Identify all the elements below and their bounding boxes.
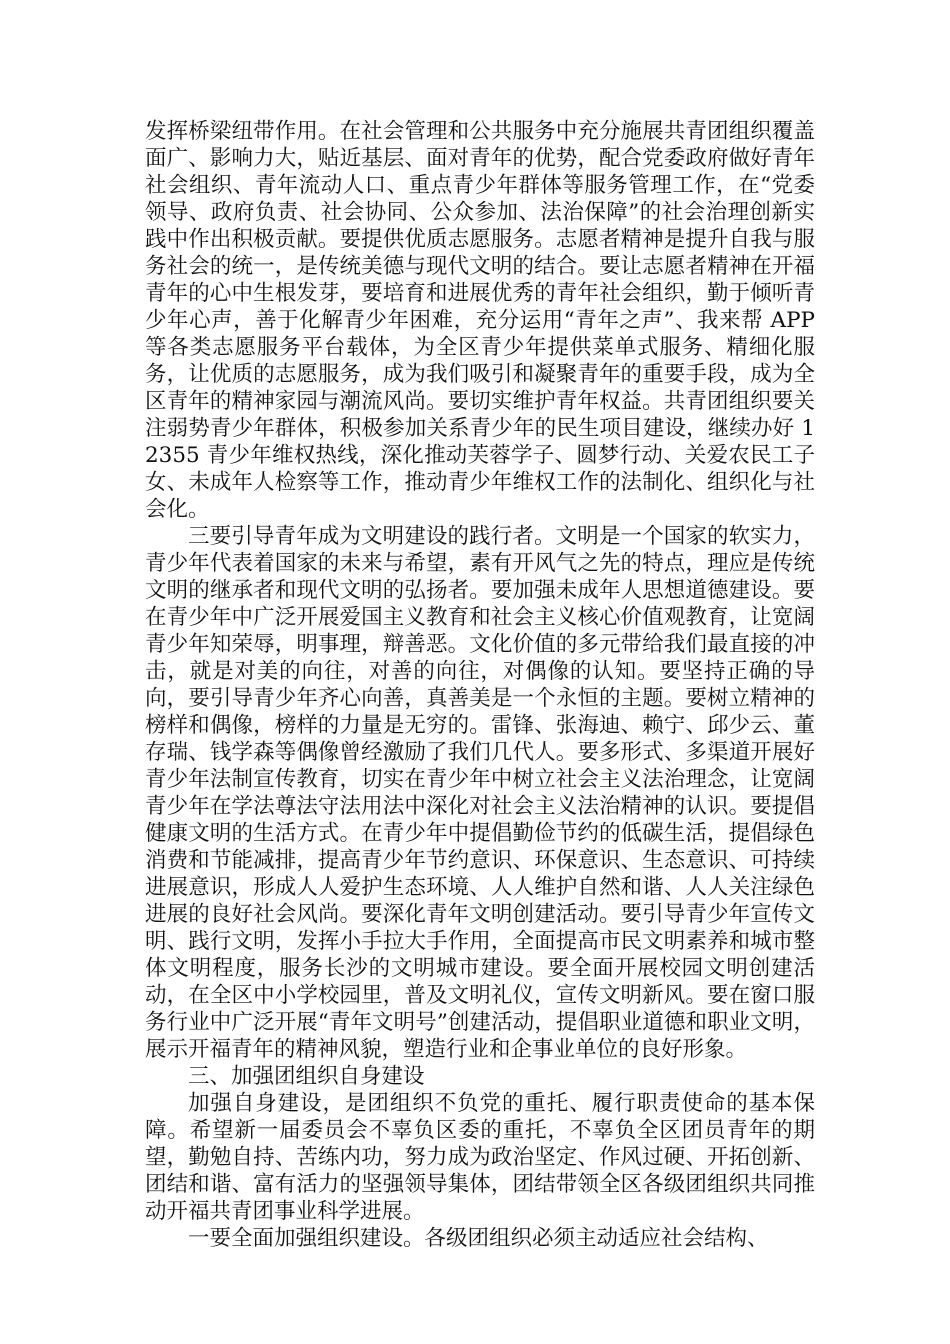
paragraph-organization-building: 一要全面加强组织建设。各级团组织必须主动适应社会结构、	[188, 1226, 769, 1251]
paragraph-self-building: 加强自身建设，是团组织不负党的重托、履行职责使命的基本保障。希望新一届委员会不辜负区委的重托，不辜负全区团员青年的期望，勤勉自持、苦练内功，努力成为政治坚定、作风过硬、开拓创新、团结和谐、富有活力的坚强领导集体，团结带领全区各级团组织共同推动开福共青团事业科学进展。	[145, 1091, 815, 1224]
section-heading: 三、加强团组织自身建设	[188, 1064, 425, 1089]
paragraph-civilization-practice: 三要引导青年成为文明建设的践行者。文明是一个国家的软实力，青少年代表着国家的未来与希望，素有开风气之先的特点，理应是传统文明的继承者和现代文明的弘扬者。要加强未成年人思想道德建设。要在青少年中广泛开展爱国主义教育和社会主义核心价值观教育，让宽阔青少年知荣辱，明事理，辩善恶。文化价值的多元带给我们最直接的冲击，就是对美的向往，对善的向往，对偶像的认知。要坚持正确的导向，要引导青少年齐心向善，真善美是一个永恒的主题。要树立精神的榜样和偶像，榜样的力量是无穷的。雷锋、张海迪、赖宁、邱少云、董存瑞、钱学森等偶像曾经激励了我们几代人。要多形式、多渠道开展好青少年法制宣传教育，切实在青少年中树立社会主义法治理念，让宽阔青少年在学法尊法守法用法中深化对社会主义法治精神的认识。要提倡健康文明的生活方式。在青少年中提倡勤俭节约的低碳生活，提倡绿色消费和节能减排，提高青少年节约意识、环保意识、生态意识、可持续进展意识，形成人人爱护生态环境、人人维护自然和谐、人人关注绿色进展的良好社会风尚。要深化青年文明创建活动。要引导青少年宣传文明、践行文明，发挥小手拉大手作用，全面提高市民文明素养和城市整体文明程度，服务长沙的文明城市建设。要全面开展校园文明创建活动，在全区中小学校园里，普及文明礼仪，宣传文明新风。要在窗口服务行业中广泛开展“青年文明号”创建活动，提倡职业道德和职业文明，展示开福青年的精神风貌，塑造行业和企事业单位的良好形象。	[145, 524, 815, 1062]
document-page	[145, 118, 815, 1252]
paragraph-volunteer-service: 发挥桥梁纽带作用。在社会管理和公共服务中充分施展共青团组织覆盖面广、影响力大，贴近基层、面对青年的优势，配合党委政府做好青年社会组织、青年流动人口、重点青少年群体等服务管理工作，在“党委领导、政府负责、社会协同、公众参加、法治保障”的社会治理创新实践中作出积极贡献。要提供优质志愿服务。志愿者精神是提升自我与服务社会的统一，是传统美德与现代文明的结合。要让志愿者精神在开福青年的心中生根发芽，要培育和进展优秀的青年社会组织，勤于倾听青少年心声，善于化解青少年困难，充分运用“青年之声”、我来帮 APP 等各类志愿服务平台载体，为全区青少年提供菜单式服务、精细化服务，让优质的志愿服务，成为我们吸引和凝聚青年的重要手段，成为全区青年的精神家园与潮流风尚。要切实维护青年权益。共青团组织要关注弱势青少年群体，积极参加关系青少年的民生项目建设，继续办好 12355 青少年维权热线，深化推动芙蓉学子、圆梦行动、关爱农民工子女、未成年人检察等工作，推动青少年维权工作的法制化、组织化与社会化。	[145, 119, 815, 522]
